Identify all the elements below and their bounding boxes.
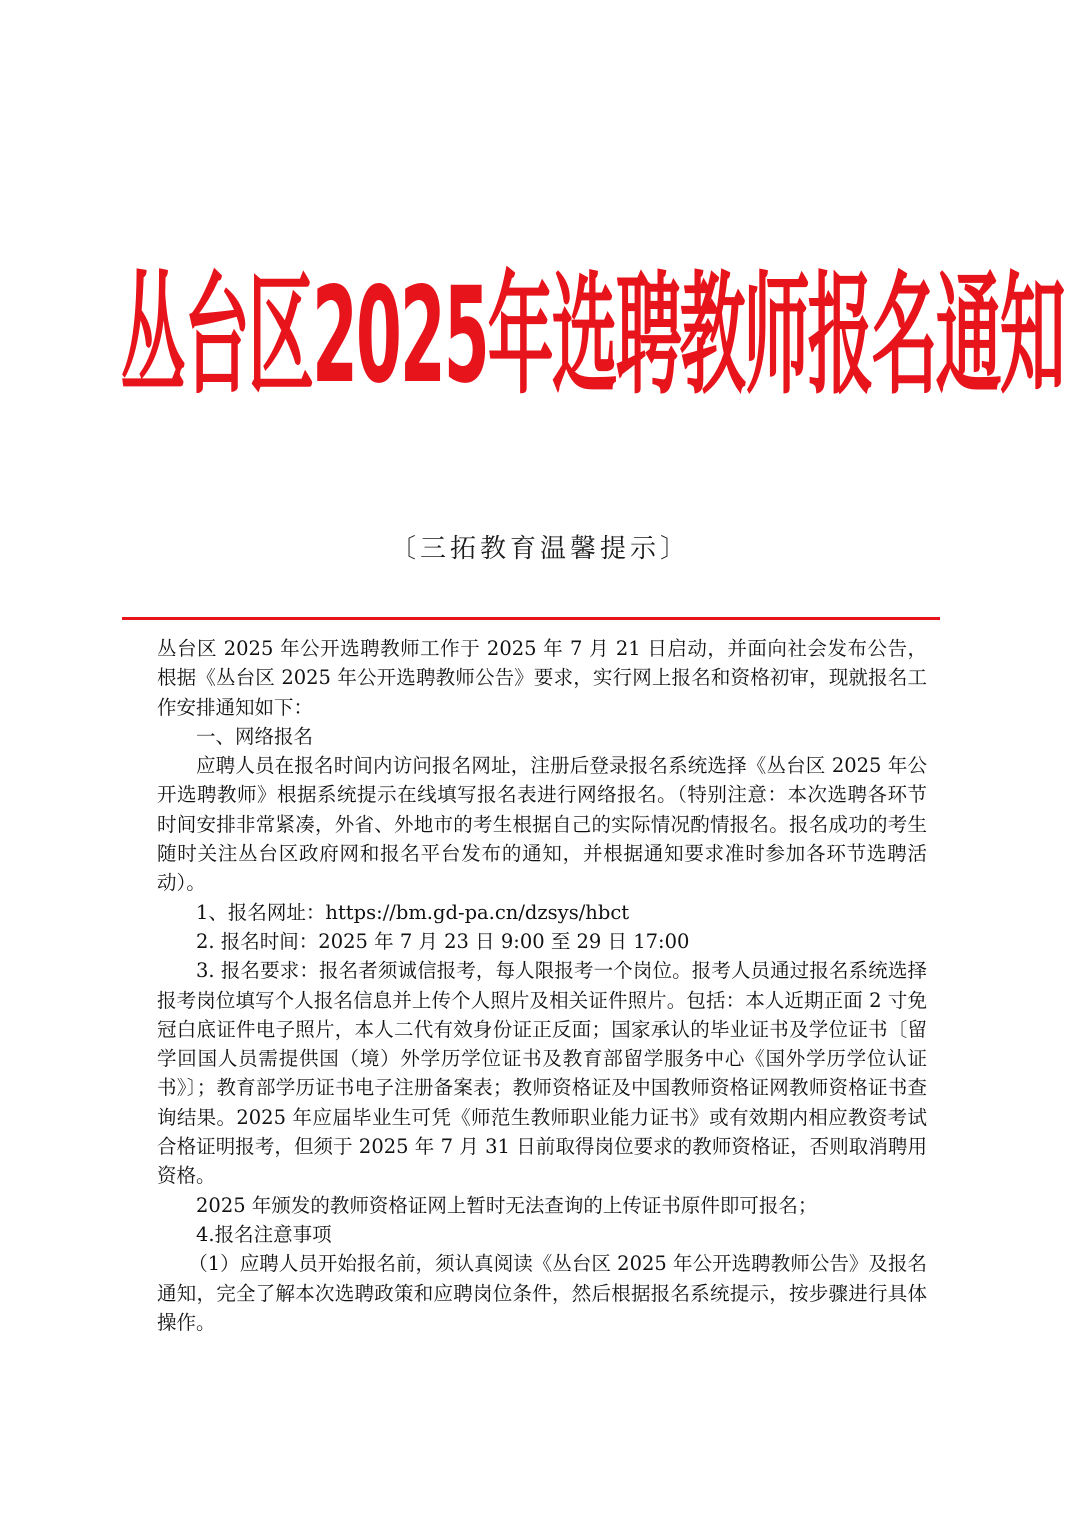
section1-body: 应聘人员在报名时间内访问报名网址，注册后登录报名系统选择《丛台区 2025 年公开选聘教师》根据系统提示在线填写报名表进行网络报名。（特别注意：本次选聘各环节时间安排非常紧凑，外省、外地市的考生根据自己的实际情况酌情报名。报名成功的考生随时关注丛台区政府网和报名平台发布的通知，并根据通知要求准时参加各环节选聘活动）。 bbox=[157, 754, 927, 895]
section1-heading: 一、网络报名 bbox=[196, 724, 314, 748]
item4-point1: （1）应聘人员开始报名前，须认真阅读《丛台区 2025 年公开选聘教师公告》及报名通知，完全了解本次选聘政策和应聘岗位条件，然后根据报名系统提示，按步骤进行具体操作。 bbox=[157, 1252, 927, 1334]
document-subtitle: 〔三拓教育温馨提示〕 bbox=[389, 534, 690, 564]
document-body bbox=[157, 634, 927, 1337]
note-2025-certificate: 2025 年颁发的教师资格证网上暂时无法查询的上传证书原件即可报名； bbox=[196, 1193, 818, 1217]
item-registration-url: 1、报名网址：https://bm.gd-pa.cn/dzsys/hbct bbox=[196, 900, 630, 924]
intro-paragraph: 丛台区 2025 年公开选聘教师工作于 2025 年 7 月 21 日启动，并面向社会发布公告，根据《丛台区 2025 年公开选聘教师公告》要求，实行网上报名和资格初审，现就报名工作安排通知如下： bbox=[157, 637, 927, 719]
red-divider bbox=[122, 617, 940, 620]
document-title: 丛台区2025年选聘教师报名通知 bbox=[120, 259, 1064, 413]
item-registration-requirements: 3. 报名要求：报名者须诚信报考，每人限报考一个岗位。报考人员通过报名系统选择报考岗位填写个人报名信息并上传个人照片及相关证件照片。包括：本人近期正面 2 寸免冠白底证件电子照片，本人二代有效身份证正反面；国家承认的毕业证书及学位证书〔留学回国人员需提供国（境）外学历学位证书及教育部留学服务中心《国外学历学位认证书》〕；教育部学历证书电子注册备案表；教师资格证及中国教师资格证网教师资格证书查询结果。2025 年应届毕业生可凭《师范生教师职业能力证书》或有效期内相应教资考试合格证明报考，但须于 2025 年 7 月 31 日前取得岗位要求的教师资格证，否则取消聘用资格。 bbox=[157, 959, 927, 1188]
item-registration-time: 2. 报名时间：2025 年 7 月 23 日 9:00 至 29 日 17:00 bbox=[196, 929, 690, 953]
item4-heading: 4.报名注意事项 bbox=[196, 1222, 332, 1246]
